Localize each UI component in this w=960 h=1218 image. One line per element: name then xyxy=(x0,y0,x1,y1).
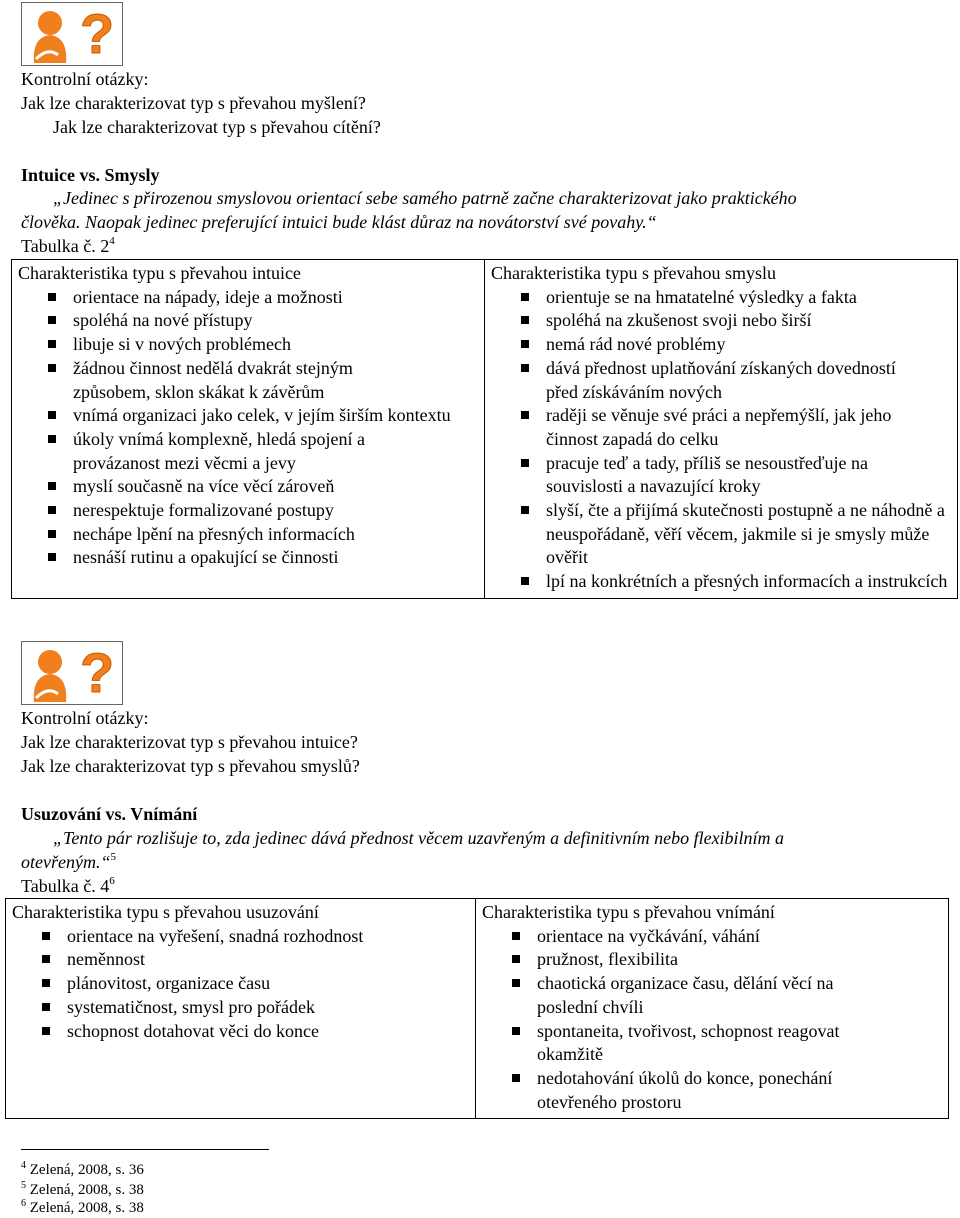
intuice-list xyxy=(12,286,484,570)
table-caption-text: Tabulka č. 2 xyxy=(21,236,110,256)
list-item: pružnost, flexibilita xyxy=(476,948,948,972)
table-caption-text: Tabulka č. 4 xyxy=(21,876,110,896)
footnote-text: Zelená, 2008, s. 38 xyxy=(29,1182,144,1198)
person-question-icon xyxy=(21,641,123,705)
quote-line xyxy=(21,851,116,873)
footnote-text: Zelená, 2008, s. 38 xyxy=(29,1200,144,1216)
usuzovani-list xyxy=(6,925,475,1044)
table-caption xyxy=(21,875,115,897)
footnote-ref: 6 xyxy=(109,875,115,887)
quote-line: „Tento pár rozlišuje to, zda jedinec dává přednost věcem uzavřeným a definitivním nebo flexibilním a xyxy=(53,828,785,848)
quote-end: otevřeným.“ xyxy=(21,852,111,872)
list-item: nechápe lpění na přesných informacích xyxy=(12,523,484,547)
list-item: spoléhá na nové přístupy xyxy=(12,309,484,333)
intuice-column xyxy=(12,260,485,599)
questions-label: Kontrolní otázky: xyxy=(21,708,149,728)
list-item: pracuje teď a tady, příliš se nesoustřeďuje na souvislosti a navazující kroky xyxy=(485,452,957,499)
footnote xyxy=(21,1161,144,1179)
svg-text:?: ? xyxy=(80,642,115,704)
section-heading-intuice-smysly: Intuice vs. Smysly xyxy=(21,165,160,185)
svg-text:?: ? xyxy=(80,3,115,65)
list-item: spontaneita, tvořivost, schopnost reagovat okamžitě xyxy=(476,1020,948,1067)
footnote-text: Zelená, 2008, s. 36 xyxy=(29,1162,144,1178)
vnimani-list xyxy=(476,925,948,1115)
question-thinking: Jak lze charakterizovat typ s převahou myšlení? xyxy=(21,93,366,113)
list-item: dává přednost uplatňování získaných dovedností před získáváním nových xyxy=(485,357,957,404)
list-item: chaotická organizace času, dělání věcí na poslední chvíli xyxy=(476,972,948,1019)
footnote-number: 6 xyxy=(21,1198,26,1209)
question-senses: Jak lze charakterizovat typ s převahou smyslů? xyxy=(21,756,360,776)
intuice-smysly-table xyxy=(11,259,958,599)
section-heading-usuzovani-vnimani: Usuzování vs. Vnímání xyxy=(21,804,198,824)
footnote xyxy=(21,1199,144,1217)
list-item: raději se věnuje své práci a nepřemýšlí, jak jeho činnost zapadá do celku xyxy=(485,404,957,451)
usuzovani-column xyxy=(6,899,476,1119)
table-caption xyxy=(21,235,115,257)
list-item: žádnou činnost nedělá dvakrát stejným způsobem, sklon skákat k závěrům xyxy=(12,357,484,404)
column-title: Charakteristika typu s převahou usuzování xyxy=(12,902,319,922)
list-item: orientuje se na hmatatelné výsledky a fakta xyxy=(485,286,957,310)
list-item: schopnost dotahovat věci do konce xyxy=(6,1020,475,1044)
footnote-ref: 5 xyxy=(110,851,116,863)
list-item: nesnáší rutinu a opakující se činnosti xyxy=(12,546,484,570)
column-title: Charakteristika typu s převahou vnímání xyxy=(482,902,775,922)
person-question-icon xyxy=(21,2,123,66)
list-item: orientace na vyčkávání, váhání xyxy=(476,925,948,949)
footnote-ref: 4 xyxy=(109,235,115,247)
list-item: vnímá organizaci jako celek, v jejím širším kontextu xyxy=(12,404,484,428)
list-item: spoléhá na zkušenost svoji nebo širší xyxy=(485,309,957,333)
column-title: Charakteristika typu s převahou smyslu xyxy=(491,263,776,283)
list-item: slyší, čte a přijímá skutečnosti postupně a ne náhodně a neuspořádaně, věří věcem, jakmile si je smysly může ověřit xyxy=(485,499,957,570)
list-item: nemá rád nové problémy xyxy=(485,333,957,357)
footnote-separator xyxy=(21,1149,269,1150)
list-item: myslí současně na více věcí zároveň xyxy=(12,475,484,499)
list-item: nerespektuje formalizované postupy xyxy=(12,499,484,523)
list-item: nedotahování úkolů do konce, ponechání otevřeného prostoru xyxy=(476,1067,948,1114)
question-intuition: Jak lze charakterizovat typ s převahou intuice? xyxy=(21,732,358,752)
questions-label: Kontrolní otázky: xyxy=(21,69,149,89)
list-item: orientace na vyřešení, snadná rozhodnost xyxy=(6,925,475,949)
quote-line: „Jedinec s přirozenou smyslovou orientací sebe samého patrně začne charakterizovat jako praktického xyxy=(53,188,797,208)
list-item: neměnnost xyxy=(6,948,475,972)
footnote-number: 4 xyxy=(21,1160,26,1171)
smysly-list xyxy=(485,286,957,594)
list-item: systematičnost, smysl pro pořádek xyxy=(6,996,475,1020)
list-item: lpí na konkrétních a přesných informacích a instrukcích xyxy=(485,570,957,594)
list-item: plánovitost, organizace času xyxy=(6,972,475,996)
quote-line: člověka. Naopak jedinec preferující intuici bude klást důraz na novátorství své povahy.“ xyxy=(21,212,657,232)
column-title: Charakteristika typu s převahou intuice xyxy=(18,263,301,283)
list-item: orientace na nápady, ideje a možnosti xyxy=(12,286,484,310)
list-item: úkoly vnímá komplexně, hledá spojení a provázanost mezi věcmi a jevy xyxy=(12,428,484,475)
footnote xyxy=(21,1181,144,1199)
question-feeling: Jak lze charakterizovat typ s převahou cítění? xyxy=(53,117,381,137)
list-item: libuje si v nových problémech xyxy=(12,333,484,357)
usuzovani-vnimani-table xyxy=(5,898,949,1119)
footnote-number: 5 xyxy=(21,1180,26,1191)
vnimani-column xyxy=(476,899,949,1119)
smysly-column xyxy=(485,260,958,599)
